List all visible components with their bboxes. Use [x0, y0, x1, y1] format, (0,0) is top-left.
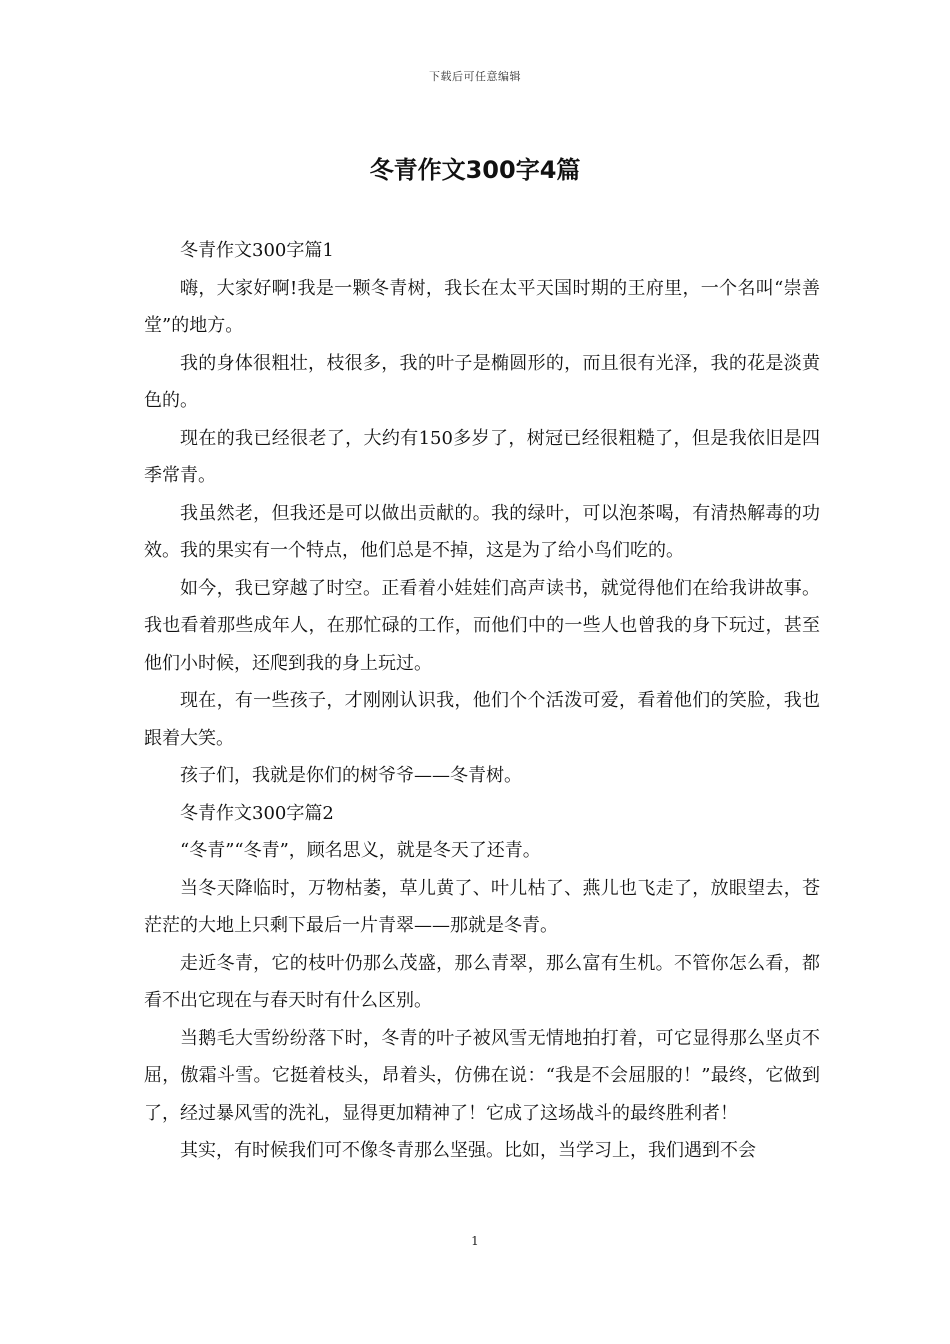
- paragraph: “冬青”“冬青”，顾名思义，就是冬天了还青。: [180, 840, 541, 861]
- section-heading-2: 冬青作文300字篇2: [180, 802, 334, 824]
- document-title: 冬青作文300字4篇: [369, 156, 581, 184]
- paragraph: 现在的我已经很老了，大约有150多岁了，树冠已经很粗糙了，但是我依旧是四季常青。: [144, 427, 820, 486]
- paragraph: 其实，有时候我们可不像冬青那么坚强。比如，当学习上，我们遇到不会: [180, 1140, 756, 1161]
- document-body: [144, 232, 820, 1170]
- section-heading-1: 冬青作文300字篇1: [180, 240, 334, 261]
- paragraph: 我虽然老，但我还是可以做出贡献的。我的绿叶，可以泡茶喝，有清热解毒的功效。我的果实有一个特点，他们总是不掉，这是为了给小鸟们吃的。: [144, 502, 820, 561]
- paragraph: 我的身体很粗壮，枝很多，我的叶子是椭圆形的，而且很有光泽，我的花是淡黄色的。: [144, 352, 820, 411]
- paragraph: 现在，有一些孩子，才刚刚认识我，他们个个活泼可爱，看着他们的笑脸，我也跟着大笑。: [144, 690, 820, 749]
- page-number: 1: [471, 1234, 479, 1248]
- paragraph: 当鹅毛大雪纷纷落下时，冬青的叶子被风雪无情地拍打着，可它显得那么坚贞不屈，傲霜斗雪。它挺着枝头，昂着头，仿佛在说：“我是不会屈服的！”最终，它做到了，经过暴风雪的洗礼，显得更加精神了！它成了这场战斗的最终胜利者！: [144, 1027, 820, 1124]
- paragraph: 当冬天降临时，万物枯萎，草儿黄了、叶儿枯了、燕儿也飞走了，放眼望去，苍茫茫的大地上只剩下最后一片青翠——那就是冬青。: [144, 877, 820, 936]
- paragraph: 孩子们，我就是你们的树爷爷——冬青树。: [180, 765, 522, 786]
- paragraph: 走近冬青，它的枝叶仍那么茂盛，那么青翠，那么富有生机。不管你怎么看，都看不出它现在与春天时有什么区别。: [144, 952, 820, 1011]
- paragraph: 嗨，大家好啊!我是一颗冬青树，我长在太平天国时期的王府里，一个名叫“崇善堂”的地方。: [144, 277, 820, 336]
- header-note: 下载后可任意编辑: [429, 70, 521, 83]
- paragraph: 如今，我已穿越了时空。正看着小娃娃们高声读书，就觉得他们在给我讲故事。我也看着那些成年人，在那忙碌的工作，而他们中的一些人也曾我的身下玩过，甚至他们小时候，还爬到我的身上玩过。: [144, 577, 820, 674]
